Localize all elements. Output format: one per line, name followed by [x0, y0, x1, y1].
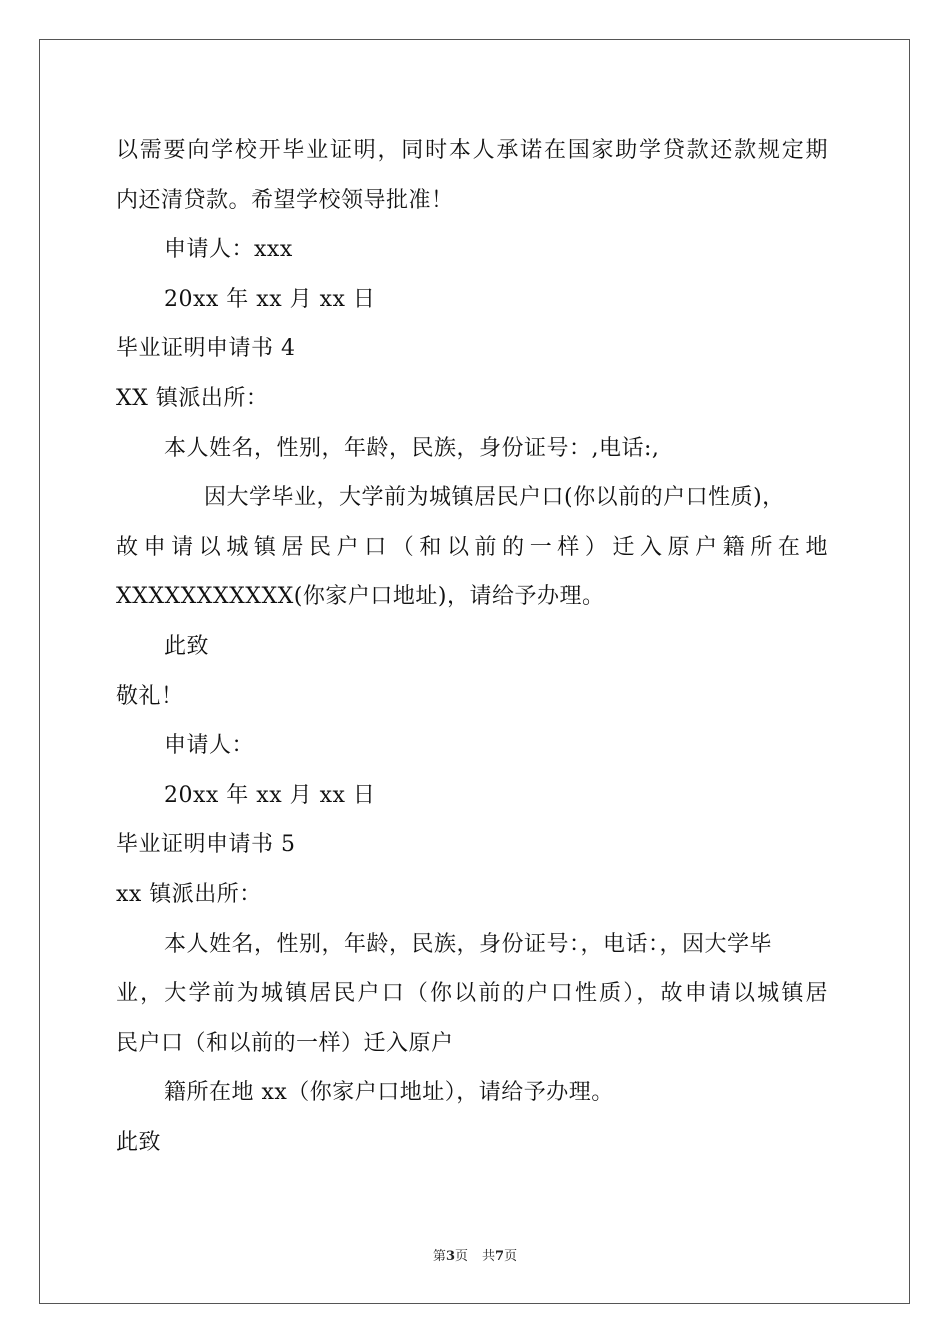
- paragraph-line: 本人姓名，性别，年龄，民族，身份证号：，电话：，因大学毕: [164, 931, 773, 957]
- page-prefix: 第: [432, 1249, 446, 1264]
- paragraph-line: 以需要向学校开毕业证明，同时本人承诺在国家助学贷款还款规定期: [116, 138, 828, 163]
- paragraph-line: XXXXXXXXXXX(你家户口地址)，请给予办理。: [116, 584, 605, 610]
- closing-line: 此致: [164, 633, 210, 659]
- salutation-line: 敬礼！: [116, 683, 184, 709]
- date-line: 20xx 年 xx 月 xx 日: [164, 782, 376, 808]
- closing-line: 此致: [116, 1129, 162, 1155]
- total-pages: 7: [495, 1249, 505, 1264]
- section-heading: 毕业证明申请书 5: [116, 832, 296, 858]
- page-footer: [0, 1245, 950, 1264]
- applicant-line: 申请人：xxx: [164, 237, 293, 263]
- paragraph-line: 内还清贷款。希望学校领导批准！: [116, 187, 454, 213]
- date-line: 20xx 年 xx 月 xx 日: [164, 286, 376, 312]
- total-prefix: 共: [482, 1249, 496, 1264]
- page-number: 3: [445, 1249, 455, 1264]
- page-suffix: 页: [454, 1249, 468, 1264]
- total-suffix: 页: [504, 1249, 518, 1264]
- applicant-line: 申请人：: [164, 733, 255, 759]
- paragraph-line: 故申请以城镇居民户口（和以前的一样）迁入原户籍所在地: [116, 534, 828, 560]
- addressee-line: xx 镇派出所：: [116, 881, 262, 907]
- section-heading: 毕业证明申请书 4: [116, 336, 296, 362]
- addressee-line: XX 镇派出所：: [116, 385, 269, 411]
- paragraph-line: 业，大学前为城镇居民户口（你以前的户口性质），故申请以城镇居: [116, 981, 828, 1007]
- paragraph-line: 因大学毕业，大学前为城镇居民户口(你以前的户口性质)，: [204, 485, 785, 511]
- paragraph-line: 民户口（和以前的一样）迁入原户: [116, 1030, 454, 1056]
- paragraph-line: 本人姓名，性别，年龄，民族，身份证号：,电话:,: [164, 435, 660, 461]
- paragraph-line: 籍所在地 xx（你家户口地址），请给予办理。: [164, 1080, 614, 1106]
- document-body: [116, 126, 836, 1167]
